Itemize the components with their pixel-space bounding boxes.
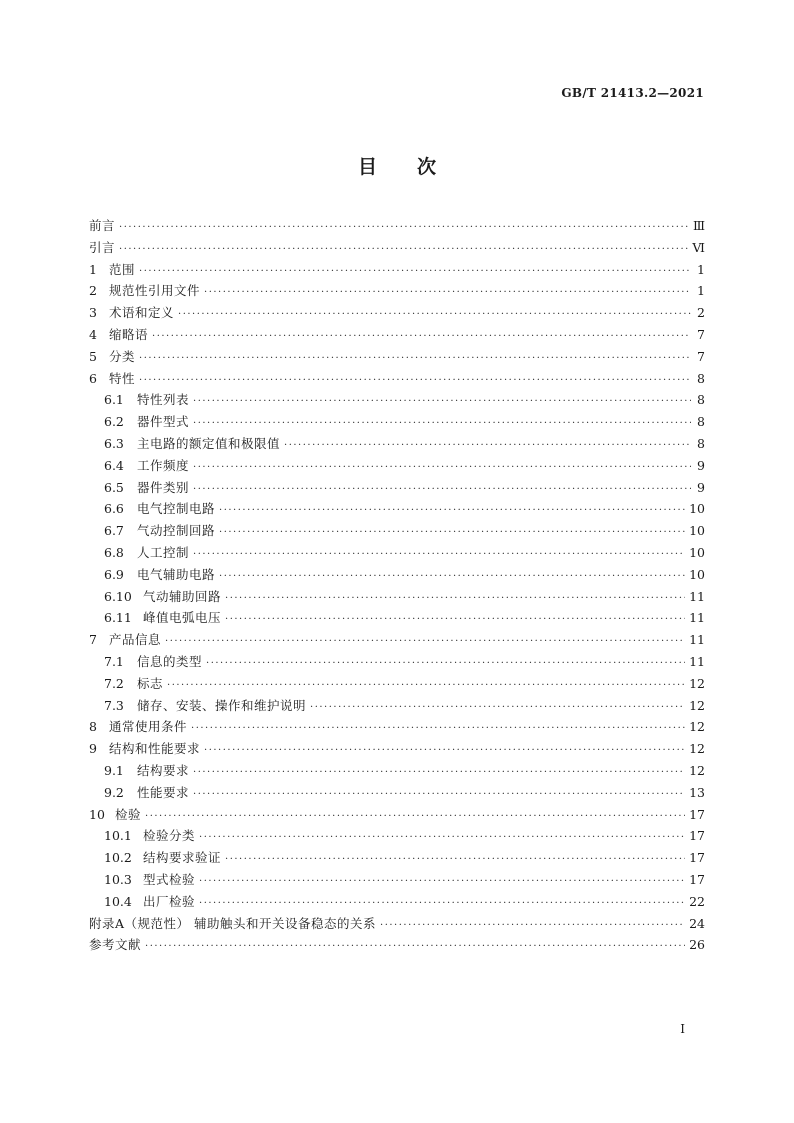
toc-dot-leader bbox=[145, 811, 685, 822]
toc-entry[interactable] bbox=[89, 696, 705, 718]
toc-entry-title: 工作频度 bbox=[137, 457, 190, 473]
toc-entry-number: 1 bbox=[89, 261, 97, 277]
toc-entry-page: 8 bbox=[697, 414, 705, 430]
toc-entry[interactable] bbox=[89, 412, 705, 434]
toc-entry-title: 通常使用条件 bbox=[109, 719, 188, 735]
toc-entry-title: 标志 bbox=[137, 675, 164, 691]
toc-entry-page: 11 bbox=[689, 653, 705, 669]
toc-dot-leader bbox=[152, 331, 691, 342]
toc-dot-leader bbox=[145, 941, 685, 952]
toc-dot-leader bbox=[225, 593, 685, 604]
toc-entry-page: 8 bbox=[697, 392, 705, 408]
toc-entry-title: 性能要求 bbox=[137, 784, 190, 800]
toc-entry[interactable] bbox=[89, 347, 705, 369]
toc-entry[interactable] bbox=[89, 587, 705, 609]
table-of-contents bbox=[89, 216, 705, 957]
toc-entry-page: 10 bbox=[689, 523, 705, 539]
toc-entry-page: 10 bbox=[689, 566, 705, 582]
toc-entry-number: 9 bbox=[89, 741, 97, 757]
toc-entry-title: 电气辅助电路 bbox=[137, 566, 216, 582]
toc-entry-page: 11 bbox=[689, 632, 705, 648]
toc-entry-number: 6.9 bbox=[104, 566, 124, 582]
toc-entry[interactable] bbox=[89, 281, 705, 303]
toc-entry-page: 17 bbox=[689, 871, 705, 887]
toc-entry-title: 特性列表 bbox=[137, 392, 190, 408]
toc-entry[interactable] bbox=[89, 499, 705, 521]
toc-entry-page: 17 bbox=[689, 806, 705, 822]
toc-entry-page: 12 bbox=[689, 719, 705, 735]
toc-entry[interactable] bbox=[89, 456, 705, 478]
toc-entry[interactable] bbox=[89, 478, 705, 500]
toc-entry-number: 8 bbox=[89, 719, 97, 735]
toc-entry-number: 9.1 bbox=[104, 762, 124, 778]
toc-entry-number: 10.2 bbox=[104, 850, 132, 866]
toc-entry-title: 器件型式 bbox=[137, 414, 190, 430]
toc-entry-page: 1 bbox=[697, 261, 705, 277]
toc-entry-number: 6.5 bbox=[104, 479, 124, 495]
toc-entry[interactable] bbox=[89, 216, 705, 238]
toc-entry[interactable] bbox=[89, 870, 705, 892]
toc-entry[interactable] bbox=[89, 390, 705, 412]
toc-dot-leader bbox=[191, 723, 685, 734]
toc-entry-page: 22 bbox=[689, 893, 705, 909]
toc-entry[interactable] bbox=[89, 608, 705, 630]
toc-entry-number: 6 bbox=[89, 370, 97, 386]
toc-dot-leader bbox=[119, 244, 688, 255]
toc-entry-page: 12 bbox=[689, 762, 705, 778]
toc-entry[interactable] bbox=[89, 325, 705, 347]
toc-entry[interactable] bbox=[89, 892, 705, 914]
toc-entry[interactable] bbox=[89, 739, 705, 761]
page-number: Ⅰ bbox=[680, 1022, 685, 1036]
toc-dot-leader bbox=[178, 309, 691, 320]
toc-dot-leader bbox=[193, 396, 691, 407]
toc-dot-leader bbox=[193, 549, 685, 560]
toc-dot-leader bbox=[193, 767, 685, 778]
toc-entry-number: 10.1 bbox=[104, 828, 132, 844]
toc-entry-page: 10 bbox=[689, 501, 705, 517]
toc-entry-title: 特性 bbox=[109, 370, 136, 386]
toc-entry-page: 9 bbox=[697, 479, 705, 495]
toc-entry-page: 13 bbox=[689, 784, 705, 800]
toc-entry[interactable] bbox=[89, 848, 705, 870]
toc-entry-title: 引言 bbox=[89, 239, 116, 255]
toc-entry-number: 5 bbox=[89, 348, 97, 364]
toc-entry[interactable] bbox=[89, 674, 705, 696]
toc-entry[interactable] bbox=[89, 369, 705, 391]
toc-entry-page: 17 bbox=[689, 850, 705, 866]
toc-dot-leader bbox=[199, 832, 685, 843]
toc-dot-leader bbox=[206, 658, 685, 669]
toc-dot-leader bbox=[219, 571, 685, 582]
toc-dot-leader bbox=[193, 789, 685, 800]
toc-entry[interactable] bbox=[89, 260, 705, 282]
toc-entry-page: 26 bbox=[689, 937, 705, 953]
toc-entry-number: 7 bbox=[89, 632, 97, 648]
toc-entry[interactable] bbox=[89, 717, 705, 739]
toc-entry-page: 1 bbox=[697, 283, 705, 299]
toc-dot-leader bbox=[193, 462, 691, 473]
toc-dot-leader bbox=[139, 375, 691, 386]
toc-entry-title: 气动控制回路 bbox=[137, 523, 216, 539]
toc-entry-number: 6.2 bbox=[104, 414, 124, 430]
toc-entry-page: 8 bbox=[697, 370, 705, 386]
toc-entry-page: 12 bbox=[689, 741, 705, 757]
toc-dot-leader bbox=[193, 418, 691, 429]
toc-entry-page: 12 bbox=[689, 675, 705, 691]
toc-entry-title: 电气控制电路 bbox=[137, 501, 216, 517]
toc-entry-title: 结构和性能要求 bbox=[109, 741, 201, 757]
toc-entry-title: 信息的类型 bbox=[137, 653, 203, 669]
toc-entry[interactable] bbox=[89, 434, 705, 456]
toc-entry[interactable] bbox=[89, 761, 705, 783]
toc-entry[interactable] bbox=[89, 565, 705, 587]
toc-entry-page: 2 bbox=[697, 305, 705, 321]
toc-entry-page: 7 bbox=[697, 326, 705, 342]
toc-entry-title: 检验 bbox=[115, 806, 142, 822]
toc-entry-title: 结构要求 bbox=[137, 762, 190, 778]
toc-entry-page: Ⅲ bbox=[692, 218, 705, 233]
toc-dot-leader bbox=[167, 680, 685, 691]
toc-entry-title: 型式检验 bbox=[143, 871, 196, 887]
toc-entry-number: 9.2 bbox=[104, 784, 124, 800]
toc-entry[interactable] bbox=[89, 805, 705, 827]
toc-entry[interactable] bbox=[89, 652, 705, 674]
toc-entry-title: 出厂检验 bbox=[143, 893, 196, 909]
toc-entry-title: 前言 bbox=[89, 218, 116, 233]
toc-entry[interactable] bbox=[89, 303, 705, 325]
toc-entry-number: 6.4 bbox=[104, 457, 124, 473]
toc-dot-leader bbox=[225, 614, 685, 625]
toc-entry[interactable] bbox=[89, 914, 705, 936]
toc-entry-page: 10 bbox=[689, 544, 705, 560]
toc-dot-leader bbox=[219, 505, 685, 516]
toc-entry[interactable] bbox=[89, 826, 705, 848]
toc-entry-page: 24 bbox=[689, 915, 705, 931]
toc-dot-leader bbox=[204, 745, 685, 756]
toc-entry-number: 6.1 bbox=[104, 392, 124, 408]
toc-entry[interactable] bbox=[89, 630, 705, 652]
toc-entry-title: 主电路的额定值和极限值 bbox=[137, 435, 281, 451]
toc-entry-number: 6.6 bbox=[104, 501, 124, 517]
toc-entry-title: 人工控制 bbox=[137, 544, 190, 560]
toc-entry-title: 参考文献 bbox=[89, 937, 142, 953]
toc-entry[interactable] bbox=[89, 543, 705, 565]
toc-entry-number: 2 bbox=[89, 283, 97, 299]
toc-entry-page: 7 bbox=[697, 348, 705, 364]
page-title: 目次 bbox=[357, 156, 476, 178]
toc-entry-title: 峰值电弧电压 bbox=[143, 610, 222, 626]
toc-entry-number: 6.8 bbox=[104, 544, 124, 560]
toc-entry-title: 产品信息 bbox=[109, 632, 162, 648]
toc-entry-page: Ⅵ bbox=[692, 239, 705, 255]
toc-entry-number: 6.3 bbox=[104, 435, 124, 451]
toc-dot-leader bbox=[219, 527, 685, 538]
toc-entry-number: 6.10 bbox=[104, 588, 132, 604]
toc-entry-number: 10 bbox=[89, 806, 105, 822]
toc-entry-page: 17 bbox=[689, 828, 705, 844]
toc-dot-leader bbox=[380, 920, 685, 931]
toc-entry-number: 4 bbox=[89, 326, 97, 342]
toc-entry-title: 气动辅助回路 bbox=[143, 588, 222, 604]
toc-entry-number: 10.3 bbox=[104, 871, 132, 887]
standard-code: GB/T 21413.2—2021 bbox=[561, 86, 704, 100]
toc-entry-title: 储存、安装、操作和维护说明 bbox=[137, 697, 307, 713]
toc-entry-number: 3 bbox=[89, 305, 97, 321]
toc-entry-number: 7.2 bbox=[104, 675, 124, 691]
toc-entry-page: 11 bbox=[689, 588, 705, 604]
toc-dot-leader bbox=[165, 636, 685, 647]
toc-entry-title: 范围 bbox=[109, 261, 136, 277]
toc-entry-number: 6.7 bbox=[104, 523, 124, 539]
toc-dot-leader bbox=[310, 702, 685, 713]
toc-entry[interactable] bbox=[89, 521, 705, 543]
toc-entry-title: 结构要求验证 bbox=[143, 850, 222, 866]
toc-entry-page: 12 bbox=[689, 697, 705, 713]
toc-entry-number: 7.1 bbox=[104, 653, 124, 669]
toc-entry-page: 11 bbox=[689, 610, 705, 626]
toc-entry-number: 7.3 bbox=[104, 697, 124, 713]
toc-entry-title: 分类 bbox=[109, 348, 136, 364]
toc-dot-leader bbox=[119, 222, 689, 233]
toc-entry-title: 规范性引用文件 bbox=[109, 283, 201, 299]
toc-dot-leader bbox=[193, 484, 691, 495]
toc-entry-number: 6.11 bbox=[104, 610, 132, 626]
toc-entry[interactable] bbox=[89, 935, 705, 957]
toc-entry-title: 术语和定义 bbox=[109, 305, 175, 321]
toc-dot-leader bbox=[139, 266, 691, 277]
toc-dot-leader bbox=[199, 898, 685, 909]
toc-entry-title: 检验分类 bbox=[143, 828, 196, 844]
toc-dot-leader bbox=[139, 353, 691, 364]
toc-entry[interactable] bbox=[89, 238, 705, 260]
toc-entry-page: 8 bbox=[697, 435, 705, 451]
toc-dot-leader bbox=[204, 287, 691, 298]
toc-dot-leader bbox=[199, 876, 685, 887]
toc-entry-title: 附录A（规范性） 辅助触头和开关设备稳态的关系 bbox=[89, 915, 377, 931]
toc-entry-title: 器件类别 bbox=[137, 479, 190, 495]
toc-entry[interactable] bbox=[89, 783, 705, 805]
toc-entry-number: 10.4 bbox=[104, 893, 132, 909]
toc-entry-title: 缩略语 bbox=[109, 326, 149, 342]
toc-entry-page: 9 bbox=[697, 457, 705, 473]
toc-dot-leader bbox=[284, 440, 691, 451]
toc-dot-leader bbox=[225, 854, 685, 865]
